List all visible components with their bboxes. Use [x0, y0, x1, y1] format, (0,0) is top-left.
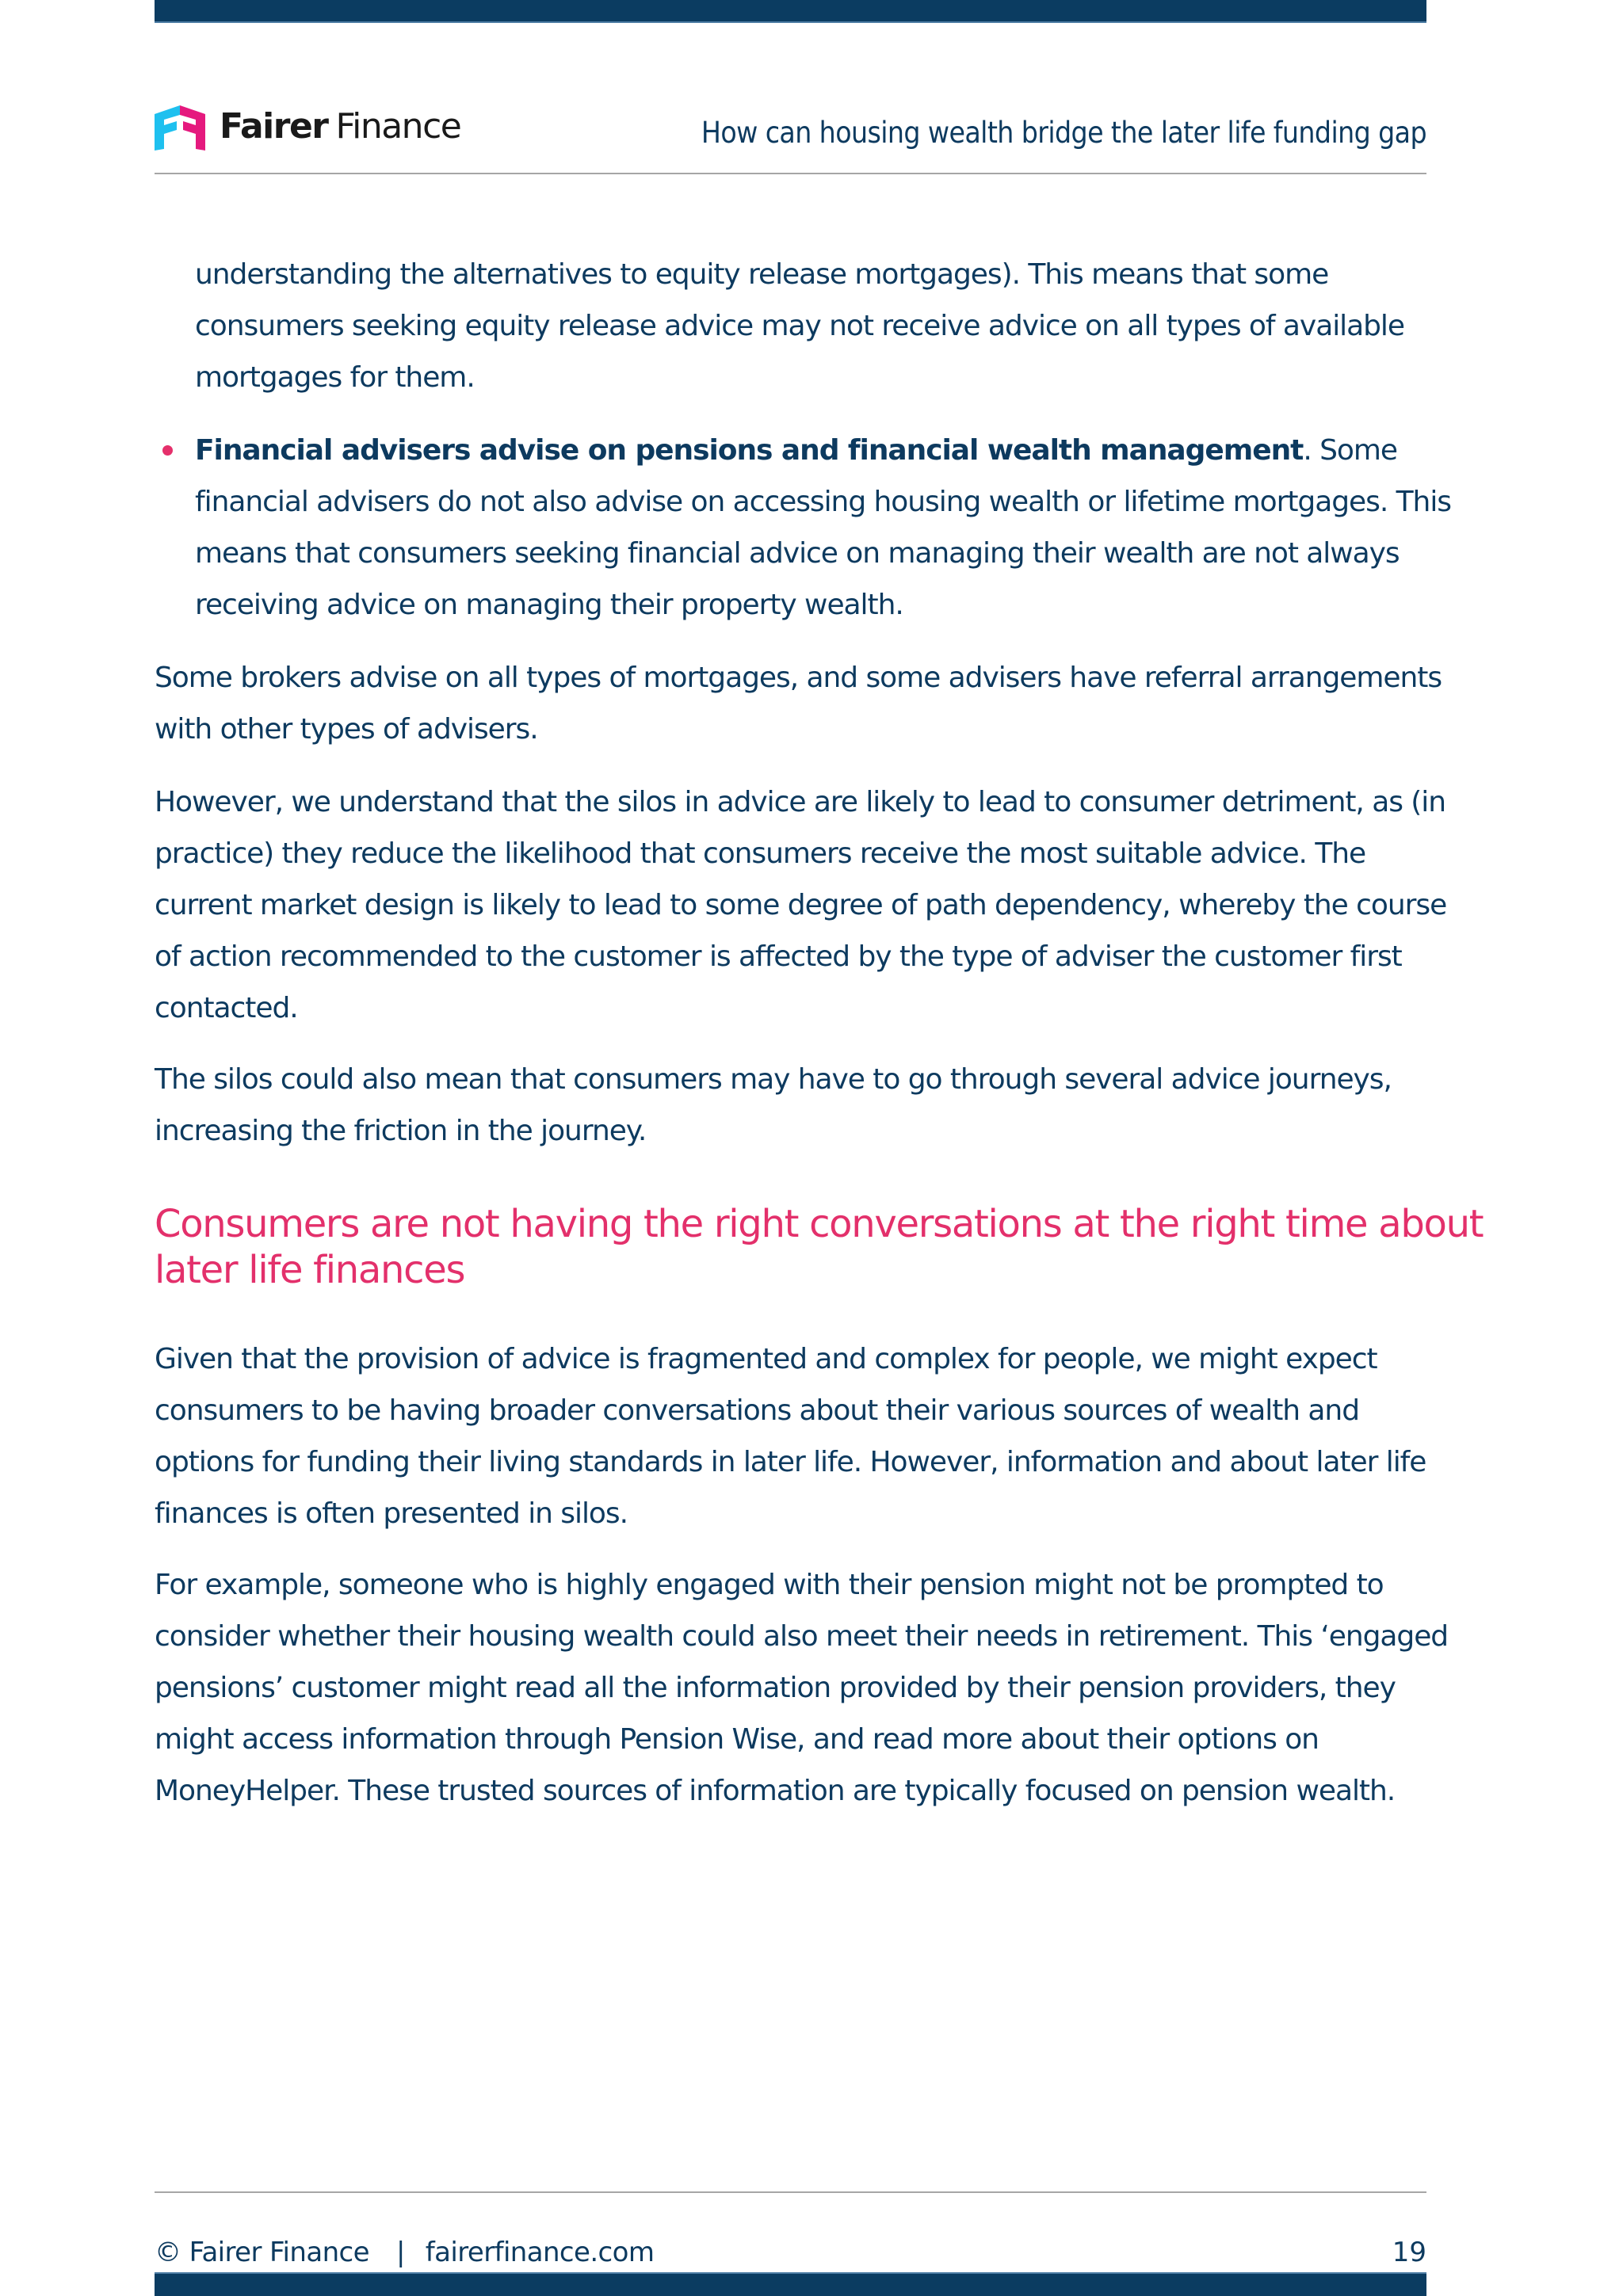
text-line: consider whether their housing wealth could also meet their needs in retirement. This ‘engaged [155, 1620, 1449, 1653]
bottom-banner-bar [155, 2272, 1426, 2296]
paragraph-engaged-pensions [155, 1559, 1448, 1817]
bullet-dot-icon [162, 445, 173, 456]
heading-line: Consumers are not having the right conversations at the right time about [155, 1202, 1484, 1246]
footer-website-link[interactable]: fairerfinance.com [425, 2237, 655, 2268]
text-line: means that consumers seeking financial advice on managing their wealth are not always [195, 537, 1400, 570]
paragraph-brokers [155, 652, 1442, 755]
fairer-finance-logo[interactable] [155, 101, 460, 152]
text-line: with other types of advisers. [155, 713, 538, 746]
heading-line: later life finances [155, 1248, 465, 1292]
section-heading [155, 1201, 1483, 1293]
text-line: current market design is likely to lead to some degree of path dependency, whereby the course [155, 889, 1447, 921]
text-line: increasing the friction in the journey. [155, 1115, 647, 1147]
text-line: consumers to be having broader conversations about their various sources of wealth and [155, 1394, 1359, 1427]
text-line: options for funding their living standards in later life. However, information and about later life [155, 1446, 1426, 1478]
text-line: The silos could also mean that consumers may have to go through several advice journeys, [155, 1063, 1392, 1096]
document-title: How can housing wealth bridge the later life funding gap [701, 116, 1426, 150]
text-line: finances is often presented in silos. [155, 1497, 628, 1530]
text-line: MoneyHelper. These trusted sources of information are typically focused on pension wealth. [155, 1775, 1396, 1807]
footer-separator: | [395, 2237, 405, 2268]
text-line: For example, someone who is highly engaged with their pension might not be prompted to [155, 1569, 1384, 1601]
bullet-continuation [195, 249, 1404, 403]
footer-divider [155, 2191, 1426, 2193]
bullet-bold-lead: Financial advisers advise on pensions and financial wealth management [195, 434, 1304, 467]
logo-wordmark [220, 106, 461, 147]
text-line: understanding the alternatives to equity release mortgages). This means that some [195, 258, 1329, 291]
text-line: contacted. [155, 992, 298, 1024]
text-line: Given that the provision of advice is fragmented and complex for people, we might expect [155, 1343, 1377, 1375]
header-divider [155, 173, 1426, 174]
top-banner-bar [155, 0, 1426, 23]
fairer-finance-ff-logo-icon [155, 103, 205, 151]
footer-copyright: © Fairer Finance [155, 2237, 369, 2268]
text-line: of action recommended to the customer is affected by the type of adviser the customer first [155, 940, 1402, 973]
text-line: Some brokers advise on all types of mortgages, and some advisers have referral arrangements [155, 662, 1442, 694]
paragraph-fragmented-advice [155, 1333, 1426, 1539]
logo-word-finance: Finance [335, 106, 461, 147]
text-line: practice) they reduce the likelihood that consumers receive the most suitable advice. The [155, 837, 1366, 870]
text-line [195, 425, 1451, 476]
paragraph-silos-detriment [155, 776, 1446, 1034]
text-line: receiving advice on managing their property wealth. [195, 589, 903, 621]
footer-credits [155, 2233, 654, 2271]
page-number: 19 [1392, 2237, 1426, 2268]
bullet-text [195, 425, 1451, 631]
text-line: financial advisers do not also advise on accessing housing wealth or lifetime mortgages. This [195, 486, 1451, 518]
text-line: However, we understand that the silos in advice are likely to lead to consumer detriment, as (in [155, 786, 1446, 818]
logo-word-fairer: Fairer [220, 106, 328, 147]
text-line: mortgages for them. [195, 361, 475, 394]
bullet-lead-rest: . Some [1303, 434, 1398, 467]
text-line: consumers seeking equity release advice may not receive advice on all types of available [195, 310, 1404, 342]
text-line: pensions’ customer might read all the information provided by their pension providers, they [155, 1672, 1396, 1704]
paragraph-silos-journeys [155, 1054, 1392, 1157]
text-line: might access information through Pension Wise, and read more about their options on [155, 1723, 1319, 1756]
